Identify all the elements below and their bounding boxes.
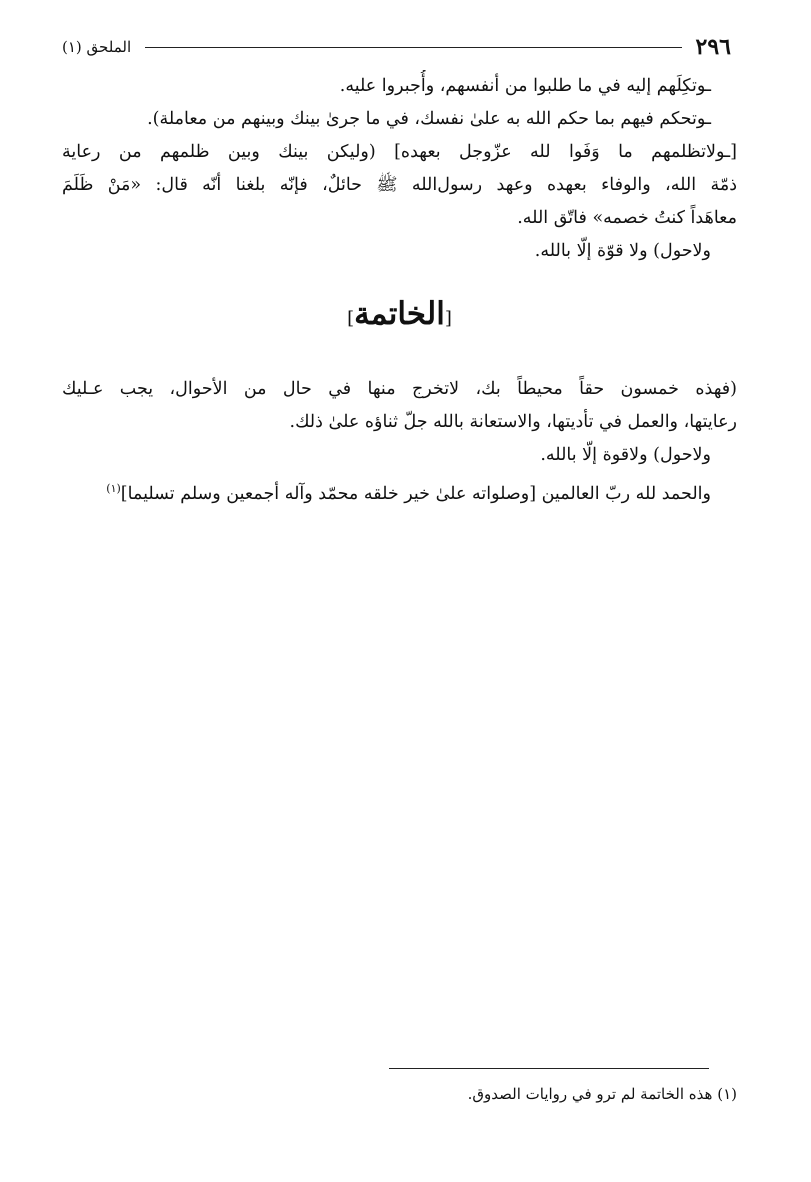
section-heading: [62, 290, 737, 343]
text-line: ـوتحكم فيهم بما حكم الله به علىٰ نفسك، في ما جرىٰ بينك وبينهم من معاملة).: [147, 109, 711, 129]
text-line: معاهَداً كنتُ خصمه» فاتّق الله.: [517, 208, 737, 228]
main-text: [62, 70, 737, 511]
footnote-marker: (١): [106, 482, 121, 495]
text-line: [ـولاتظلمهم ما وَفَوا لله عزّوجل بعهده] (وليكن بينك وبين ظلمهم من رعاية: [62, 142, 737, 162]
footnote-separator: [389, 1068, 709, 1069]
header-rule: [145, 47, 681, 48]
text-line: ـوتكِلَهم إليه في ما طلبوا من أنفسهم، وأُجبروا عليه.: [339, 76, 711, 96]
footnote: (١) هذه الخاتمة لم ترو في روايات الصدوق.: [467, 1085, 737, 1103]
text-line: رعايتها، والعمل في تأديتها، والاستعانة بالله جلّ ثناؤه علىٰ ذلك.: [289, 412, 737, 432]
text-line: (فهذه خمسون حقاً محيطاً بك، لاتخرج منها في حال من الأحوال، يجب عـليك: [62, 379, 737, 399]
text-line: ولاحول) ولا قوّة إلّا بالله.: [534, 241, 711, 261]
page-number: ٢٩٦: [695, 34, 731, 60]
running-header: [62, 30, 731, 64]
text-line: ولاحول) ولاقوة إلّا بالله.: [540, 445, 711, 465]
heading-close-bracket: ]: [347, 308, 355, 329]
closing-sentence: والحمد لله ربّ العالمين [وصلواته علىٰ خير خلقه محمّد وآله أجمعين وسلم تسليما]: [120, 483, 711, 504]
heading-open-bracket: [: [444, 308, 452, 329]
text-line: [62, 472, 737, 511]
heading-text: الخاتمة: [354, 296, 445, 332]
running-title: الملحق (١): [62, 38, 132, 56]
text-line: ذمّة الله، والوفاء بعهده وعهد رسول‌الله ﷺ حائلٌ، فإنّه بلغنا أنّه قال: «مَنْ ظَلَمَ: [62, 175, 737, 195]
